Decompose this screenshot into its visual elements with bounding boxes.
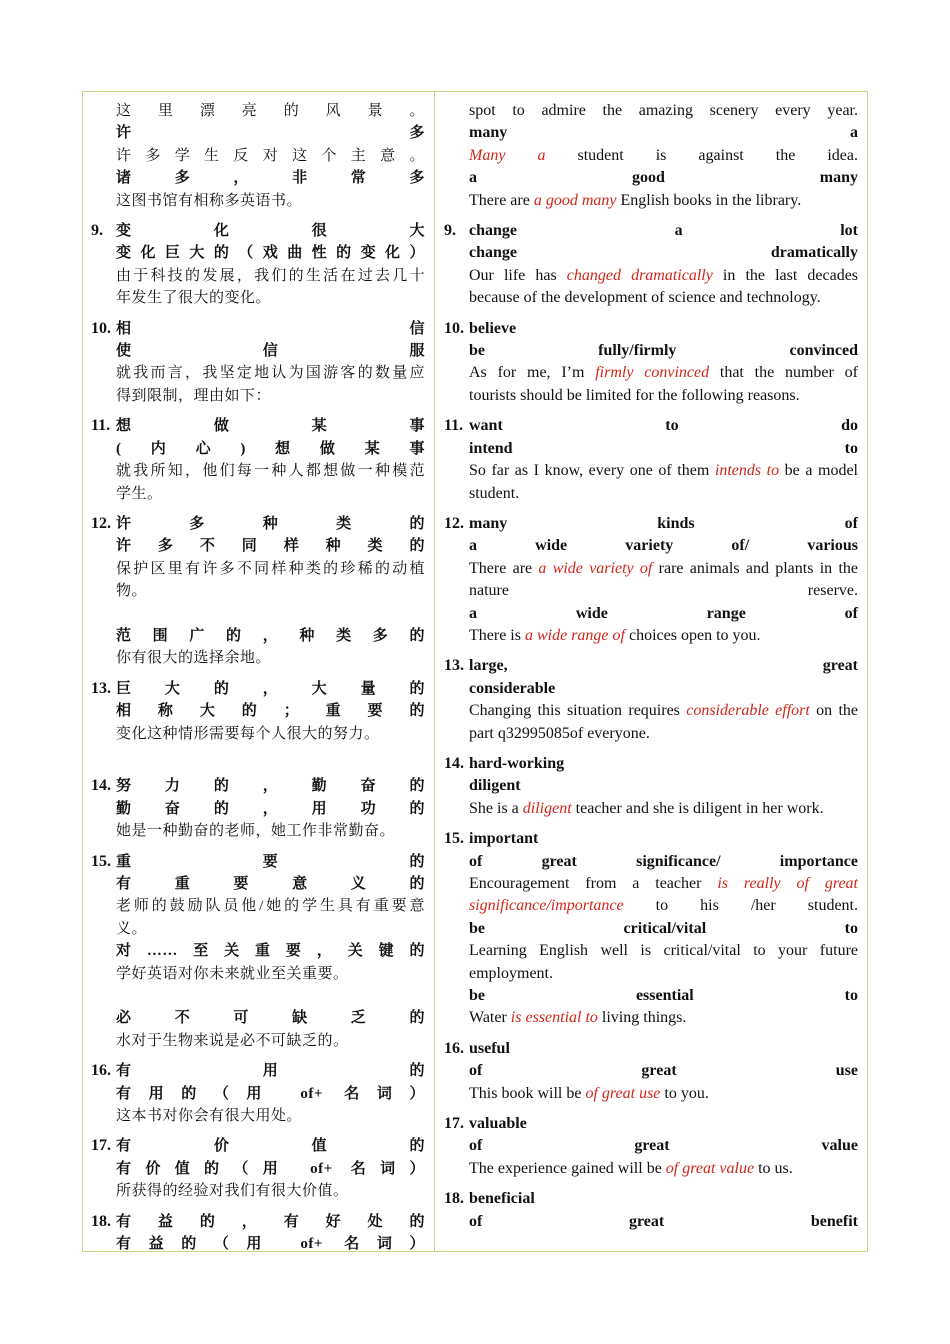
- entry-heading: 巨大的，大量的: [116, 680, 425, 697]
- entry-subterm: of great significance/ importance: [469, 852, 858, 870]
- cn-line: 得到限制，理由如下：: [116, 387, 272, 404]
- en-term: many a: [469, 124, 858, 142]
- sentence-text: choices open to you.: [624, 626, 761, 644]
- entry-number: 12.: [444, 514, 464, 532]
- entry-number: 18.: [91, 1212, 111, 1230]
- entry-heading: 许多种类的: [116, 515, 425, 532]
- cn-line: 物。: [116, 583, 148, 600]
- cn-entries: [91, 220, 425, 1251]
- cn-line: 年发生了很大的变化。: [116, 290, 272, 307]
- entry-number: 17.: [444, 1115, 464, 1133]
- sentence-text: There are: [469, 559, 539, 577]
- highlight-phrase: a wide range of: [524, 626, 625, 644]
- entry-number: 10.: [91, 319, 111, 337]
- entry-cn: [91, 1135, 425, 1202]
- cn-term: 使信服: [116, 343, 425, 360]
- cn-line: 这本书对你会有很大用处。: [116, 1108, 303, 1125]
- en-sentence: [469, 1158, 858, 1180]
- entry-subterm: of great value: [469, 1137, 858, 1155]
- entry-number: 11.: [91, 417, 111, 435]
- sentence-text: So far as I know, every one of them: [469, 462, 715, 480]
- highlight-phrase: firmly convinced: [595, 364, 710, 382]
- chinese-column: [83, 92, 435, 1251]
- entry-heading: beneficial: [469, 1190, 535, 1208]
- cn-line: 这里漂亮的风景。: [116, 103, 425, 119]
- entry-heading: important: [469, 830, 539, 848]
- entry-cn: [91, 775, 425, 842]
- entry-subterm: be fully/firmly convinced: [469, 342, 858, 360]
- entry-subterm: a wide range of: [469, 604, 858, 622]
- entry-number: 9.: [91, 222, 103, 240]
- en-sentence: [469, 625, 858, 647]
- cn-line: 老师的鼓励队员他/她的学生具有重要意: [116, 898, 425, 915]
- cn-line: 你有很大的选择余地。: [116, 650, 272, 667]
- entry-10-en: [444, 318, 858, 408]
- cn-line: 由于科技的发展，我们的生活在过去几十: [116, 267, 425, 284]
- entry-heading: believe: [469, 319, 517, 337]
- entry-heading: 努力的，勤奋的: [116, 778, 425, 795]
- entry-number: 16.: [91, 1062, 111, 1080]
- english-column: [435, 92, 867, 1251]
- en-sentence: [469, 265, 858, 287]
- en-sentence: employment.: [469, 964, 553, 982]
- cn-term: 变化巨大的（戏曲性的变化）: [116, 245, 425, 262]
- entry-subterm: considerable: [469, 679, 556, 697]
- sentence-text: She is a: [469, 799, 523, 817]
- sentence-text: teacher and she is diligent in her work.: [571, 799, 824, 817]
- en-sentence: [469, 895, 858, 917]
- en-term: a good many: [469, 169, 858, 187]
- entry-subterm: be essential to: [469, 987, 858, 1005]
- entry-heading: 有价值的: [116, 1138, 425, 1155]
- entry-cn: [91, 220, 425, 310]
- sentence-text: to us.: [754, 1159, 793, 1177]
- sentence-text: nature reserve.: [469, 582, 858, 600]
- entry-heading: 重要的: [116, 853, 425, 870]
- en-sentence: [469, 460, 858, 482]
- entry-heading: hard-working: [469, 754, 565, 772]
- cn-term: 范围广的，种类多的: [116, 627, 425, 644]
- lead-block-en: [444, 100, 858, 212]
- cn-line: 这图书馆有相称多英语书。: [116, 192, 303, 209]
- sentence-text: English books in the library.: [616, 191, 802, 209]
- sentence-text: Water: [469, 1009, 511, 1027]
- entry-subterm: be critical/vital to: [469, 919, 858, 937]
- entry-number: 10.: [444, 319, 464, 337]
- cn-line: 就我而言，我坚定地认为国游客的数量应: [116, 365, 425, 382]
- entry-subterm: a wide variety of/ various: [469, 537, 858, 555]
- entry-cn: [91, 415, 425, 505]
- highlight-phrase: is really of great: [717, 875, 859, 892]
- entry-heading: change a lot: [469, 222, 858, 240]
- highlight-phrase: a good many: [533, 191, 617, 209]
- entry-14-en: [444, 753, 858, 820]
- en-sentence: tourists should be limited for the following reasons.: [469, 386, 800, 404]
- sentence-text: student is against the idea.: [545, 146, 859, 164]
- entry-number: 14.: [444, 754, 464, 772]
- sentence-text: There are: [469, 191, 534, 209]
- entry-heading: many kinds of: [469, 514, 858, 532]
- entry-cn: [91, 851, 425, 1053]
- sentence-text: be a model: [779, 462, 858, 480]
- entry-number: 15.: [91, 852, 111, 870]
- cn-term: 勤奋的，用功的: [116, 800, 425, 817]
- document-table: [82, 91, 868, 1252]
- cn-term: 有重要意义的: [116, 875, 425, 892]
- entry-number: 14.: [91, 777, 111, 795]
- sentence-text: Encouragement from a teacher: [469, 875, 718, 892]
- entry-16-en: [444, 1038, 858, 1105]
- en-sentence: [469, 873, 858, 895]
- cn-term: 诸多，非常多: [116, 170, 425, 187]
- en-sentence: [469, 580, 858, 602]
- en-sentence: [469, 362, 858, 384]
- entry-12-en: [444, 513, 858, 647]
- cn-term: 许多: [116, 125, 425, 142]
- entry-cn: [91, 513, 425, 670]
- en-sentence: because of the development of science and technology.: [469, 289, 821, 307]
- sentence-text: The experience gained will be: [469, 1159, 666, 1177]
- en-sentence: [469, 700, 858, 722]
- cn-term: 对……至关重要，关键的: [116, 943, 425, 960]
- cn-line: 保护区里有许多不同样种类的珍稀的动植: [116, 560, 425, 577]
- en-sentence: [469, 798, 858, 820]
- entry-17-en: [444, 1113, 858, 1180]
- entry-9-en: [444, 220, 858, 310]
- en-sentence: [469, 558, 858, 580]
- entry-heading: 相信: [116, 320, 425, 337]
- entry-subterm: of great use: [469, 1062, 858, 1080]
- sentence-text: Changing this situation requires: [469, 702, 687, 720]
- cn-term: 相称大的；重要的: [116, 703, 425, 720]
- cn-line: 学生。: [116, 485, 163, 502]
- entry-subterm: change dramatically: [469, 244, 858, 262]
- entry-heading: 想做某事: [116, 418, 425, 435]
- highlight-phrase: of great use: [585, 1084, 661, 1102]
- entry-number: 11.: [444, 417, 464, 435]
- en-sentence: [469, 1083, 858, 1105]
- entry-subterm: diligent: [469, 777, 521, 795]
- cn-term: 有益的（用 of+ 名词）: [116, 1236, 425, 1251]
- entry-cn: [91, 1211, 425, 1251]
- en-sentence: student.: [469, 484, 520, 502]
- en-sentence: part q32995085of everyone.: [469, 724, 650, 742]
- sentence-text: Our life has: [469, 266, 567, 284]
- blank-line: [116, 745, 425, 767]
- sentence-text: to you.: [660, 1084, 709, 1102]
- entry-number: 13.: [91, 679, 111, 697]
- sentence-text: that the number of: [709, 364, 858, 382]
- entry-number: 12.: [91, 514, 111, 532]
- cn-line: 义。: [116, 920, 148, 937]
- entry-number: 16.: [444, 1039, 464, 1057]
- entry-heading: large, great: [469, 657, 858, 675]
- highlight-phrase: considerable effort: [686, 702, 810, 720]
- entry-heading: 变化很大: [116, 223, 425, 240]
- entry-number: 15.: [444, 830, 464, 848]
- en-sentence: Learning English well is critical/vital to your future: [469, 942, 858, 960]
- highlight-phrase: a wide variety of: [538, 559, 653, 577]
- entry-number: 18.: [444, 1190, 464, 1208]
- cn-line: 变化这种情形需要每个人很大的努力。: [116, 725, 380, 742]
- highlight-phrase: diligent: [522, 799, 572, 817]
- entry-heading: want to do: [469, 417, 858, 435]
- entry-11-en: [444, 415, 858, 505]
- cn-term: 有价值的（用 of+ 名词）: [116, 1160, 425, 1177]
- sentence-text: rare animals and plants in the: [652, 559, 859, 577]
- cn-line: 她是一种勤奋的老师，她工作非常勤奋。: [116, 823, 396, 840]
- entry-subterm: of great benefit: [469, 1212, 858, 1230]
- sentence-text: in the last decades: [712, 266, 859, 284]
- highlight-phrase: significance/importance: [469, 897, 624, 915]
- sentence-text: This book will be: [469, 1084, 586, 1102]
- cn-line: 水对于生物来说是必不可缺乏的。: [116, 1032, 349, 1049]
- cn-line: 就我所知，他们每一种人都想做一种模范: [116, 463, 425, 480]
- en-sentence: [469, 1007, 858, 1029]
- entry-number: 9.: [444, 222, 456, 240]
- entry-heading: useful: [469, 1039, 510, 1057]
- entry-heading: valuable: [469, 1115, 527, 1133]
- entry-cn: [91, 678, 425, 768]
- cn-line: 许多学生反对这个主意。: [116, 147, 425, 164]
- en-sentence: spot to admire the amazing scenery every year.: [469, 102, 858, 119]
- sentence-text: to his /her student.: [623, 897, 858, 915]
- sentence-text: on the: [809, 702, 859, 720]
- cn-term: 许多不同样种类的: [116, 538, 425, 555]
- entry-number: 13.: [444, 657, 464, 675]
- highlight-phrase: intends to: [714, 462, 780, 480]
- highlight-phrase: is essential to: [510, 1009, 598, 1027]
- cn-term: 必不可缺乏的: [116, 1010, 425, 1027]
- sentence-text: There is: [469, 626, 525, 644]
- blank-line: [116, 985, 425, 1007]
- sentence-text: living things.: [597, 1009, 687, 1027]
- entry-heading: 有益的，有好处的: [116, 1213, 425, 1230]
- en-sentence: [469, 145, 858, 167]
- cn-line: 学好英语对你未来就业至关重要。: [116, 965, 349, 982]
- entry-subterm: intend to: [469, 439, 858, 457]
- highlight-phrase: of great value: [665, 1159, 755, 1177]
- sentence-text: As for me, I’m: [469, 364, 596, 382]
- entry-18-en: [444, 1188, 858, 1233]
- highlight-phrase: changed dramatically: [566, 266, 713, 284]
- en-sentence: [469, 190, 858, 212]
- entry-cn: [91, 318, 425, 408]
- highlight-phrase: Many a: [469, 146, 546, 164]
- entry-cn: [91, 1060, 425, 1127]
- entry-heading: 有用的: [116, 1063, 425, 1080]
- entry-number: 17.: [91, 1137, 111, 1155]
- cn-term: (内心)想做某事: [116, 440, 425, 457]
- cn-line: 所获得的经验对我们有很大价值。: [116, 1183, 349, 1200]
- cn-term: 有用的（用 of+ 名词）: [116, 1085, 425, 1102]
- entry-15-en: [444, 828, 858, 1030]
- lead-block-cn: [91, 100, 425, 212]
- blank-line: [116, 603, 425, 625]
- entry-13-en: [444, 655, 858, 745]
